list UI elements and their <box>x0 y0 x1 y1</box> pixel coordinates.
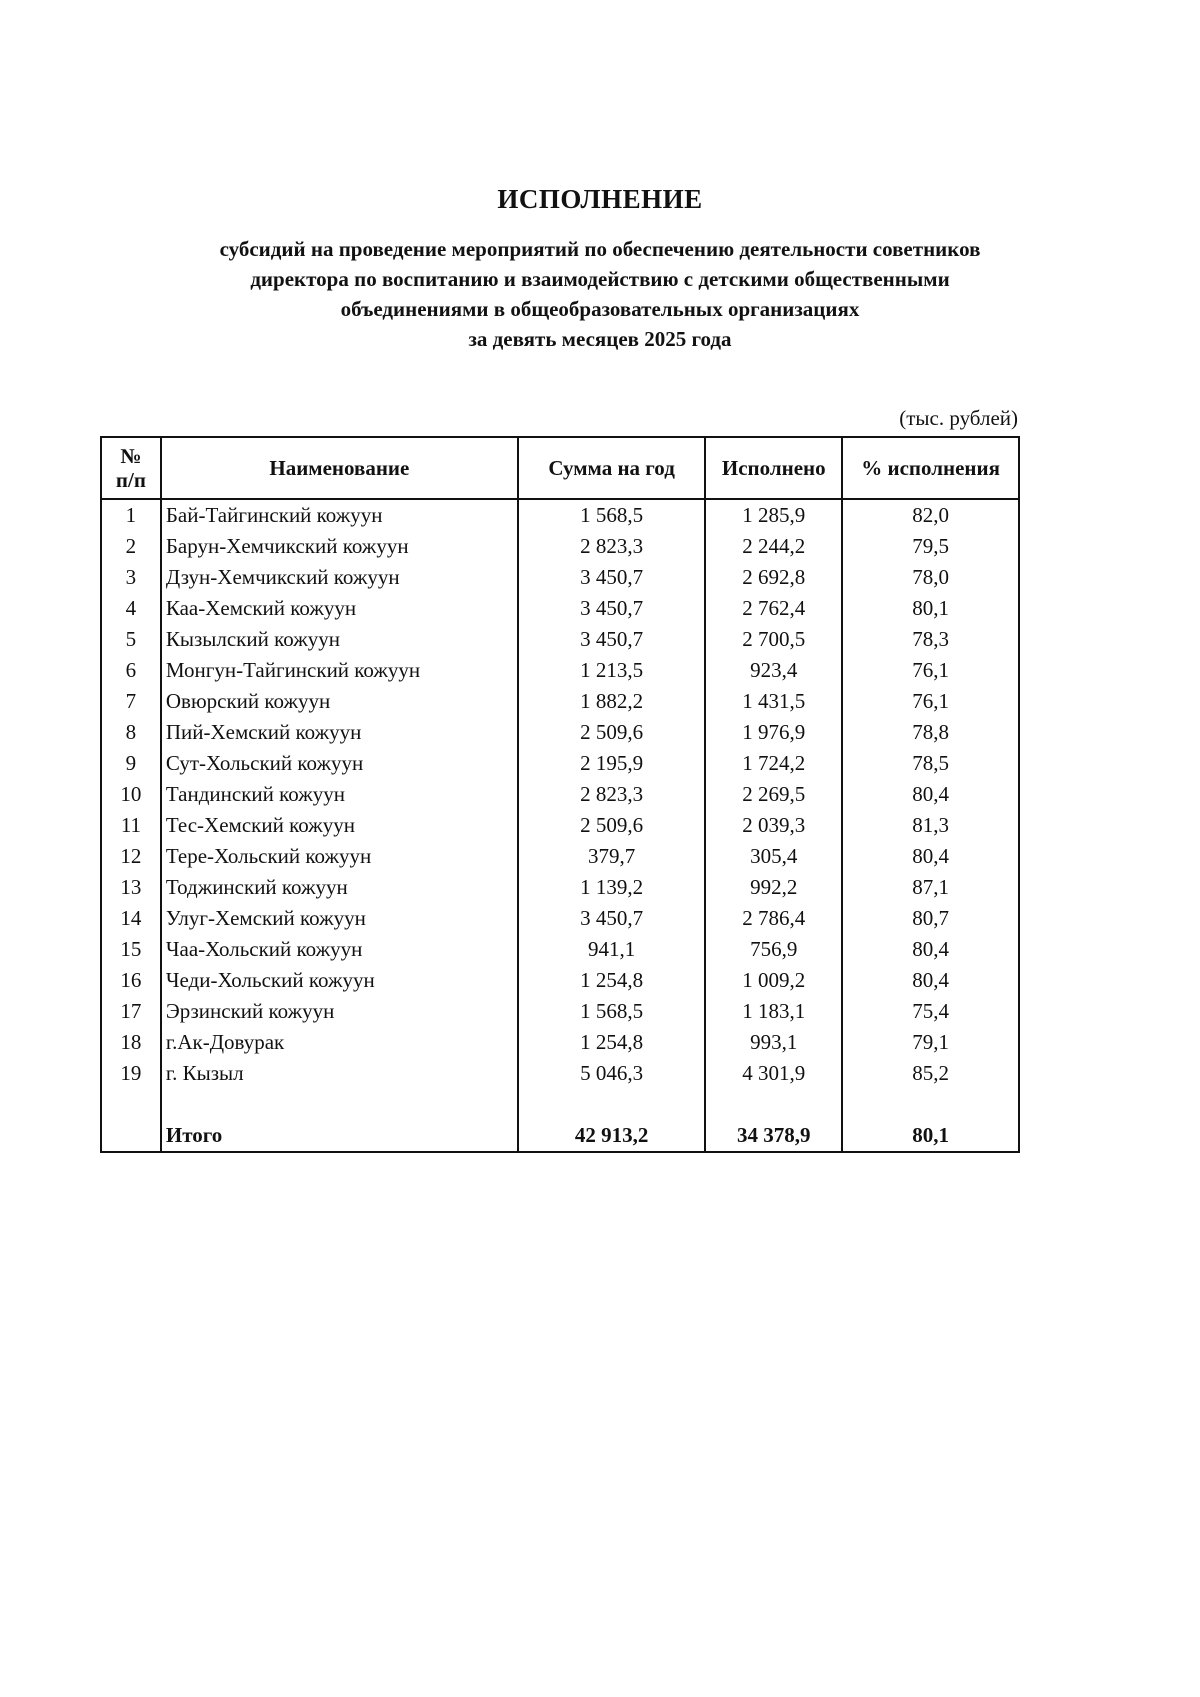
units-note: (тыс. рублей) <box>899 406 1018 430</box>
row-number: 4 <box>101 593 161 624</box>
row-number: 7 <box>101 686 161 717</box>
table-row <box>101 593 1019 624</box>
row-number: 6 <box>101 655 161 686</box>
header-number <box>101 437 161 499</box>
execution-table <box>100 436 1020 1153</box>
row-percent: 81,3 <box>842 810 1019 841</box>
row-percent: 80,4 <box>842 965 1019 996</box>
row-annual: 2 823,3 <box>518 531 705 562</box>
row-percent: 79,5 <box>842 531 1019 562</box>
table-row <box>101 810 1019 841</box>
header-number-line2: п/п <box>115 468 146 492</box>
table-row <box>101 1058 1019 1089</box>
row-annual: 1 254,8 <box>518 1027 705 1058</box>
row-executed: 1 431,5 <box>705 686 842 717</box>
row-name: Улуг-Хемский кожуун <box>161 903 518 934</box>
subtitle-line: директора по воспитанию и взаимодействию с детскими общественными <box>250 267 950 291</box>
row-executed: 1 724,2 <box>705 748 842 779</box>
row-executed: 305,4 <box>705 841 842 872</box>
row-annual: 3 450,7 <box>518 903 705 934</box>
row-executed: 2 269,5 <box>705 779 842 810</box>
row-name: Чеди-Хольский кожуун <box>161 965 518 996</box>
row-percent: 87,1 <box>842 872 1019 903</box>
row-number: 11 <box>101 810 161 841</box>
row-percent: 80,4 <box>842 934 1019 965</box>
row-annual: 1 568,5 <box>518 996 705 1027</box>
row-annual: 2 195,9 <box>518 748 705 779</box>
row-name: г. Кызыл <box>161 1058 518 1089</box>
row-percent: 78,5 <box>842 748 1019 779</box>
row-executed: 923,4 <box>705 655 842 686</box>
row-executed: 2 762,4 <box>705 593 842 624</box>
row-annual: 1 254,8 <box>518 965 705 996</box>
row-number: 17 <box>101 996 161 1027</box>
row-percent: 82,0 <box>842 499 1019 531</box>
row-executed: 2 244,2 <box>705 531 842 562</box>
row-name: Кызылский кожуун <box>161 624 518 655</box>
row-executed: 1 009,2 <box>705 965 842 996</box>
row-name: Эрзинский кожуун <box>161 996 518 1027</box>
table-row <box>101 996 1019 1027</box>
row-percent: 78,3 <box>842 624 1019 655</box>
row-annual: 2 509,6 <box>518 810 705 841</box>
row-number: 13 <box>101 872 161 903</box>
row-number: 8 <box>101 717 161 748</box>
row-executed: 1 183,1 <box>705 996 842 1027</box>
row-percent: 80,7 <box>842 903 1019 934</box>
row-name: Каа-Хемский кожуун <box>161 593 518 624</box>
total-annual: 42 913,2 <box>518 1120 705 1152</box>
table-row <box>101 624 1019 655</box>
row-percent: 76,1 <box>842 655 1019 686</box>
row-executed: 756,9 <box>705 934 842 965</box>
row-percent: 78,0 <box>842 562 1019 593</box>
table-row <box>101 872 1019 903</box>
row-name: Монгун-Тайгинский кожуун <box>161 655 518 686</box>
document-subtitle <box>90 234 1110 354</box>
row-number: 9 <box>101 748 161 779</box>
table-row <box>101 499 1019 531</box>
header-name: Наименование <box>161 437 518 499</box>
row-name: Чаа-Хольский кожуун <box>161 934 518 965</box>
row-percent: 78,8 <box>842 717 1019 748</box>
row-executed: 2 039,3 <box>705 810 842 841</box>
table-row <box>101 1027 1019 1058</box>
row-number: 12 <box>101 841 161 872</box>
row-number: 14 <box>101 903 161 934</box>
table-row <box>101 779 1019 810</box>
row-name: Сут-Хольский кожуун <box>161 748 518 779</box>
table-row <box>101 655 1019 686</box>
row-annual: 1 139,2 <box>518 872 705 903</box>
row-number: 1 <box>101 499 161 531</box>
row-name: Тере-Хольский кожуун <box>161 841 518 872</box>
row-number: 15 <box>101 934 161 965</box>
row-percent: 80,4 <box>842 841 1019 872</box>
row-number: 16 <box>101 965 161 996</box>
table-body <box>101 499 1019 1089</box>
row-name: Пий-Хемский кожуун <box>161 717 518 748</box>
table-row <box>101 531 1019 562</box>
total-number <box>101 1120 161 1152</box>
row-executed: 992,2 <box>705 872 842 903</box>
table-row <box>101 686 1019 717</box>
row-number: 3 <box>101 562 161 593</box>
subtitle-line: за девять месяцев 2025 года <box>468 327 732 351</box>
header-annual: Сумма на год <box>518 437 705 499</box>
total-row <box>101 1120 1019 1152</box>
row-annual: 1 882,2 <box>518 686 705 717</box>
row-executed: 2 700,5 <box>705 624 842 655</box>
document-title: ИСПОЛНЕНИЕ <box>497 184 703 214</box>
total-executed: 34 378,9 <box>705 1120 842 1152</box>
total-label: Итого <box>161 1120 518 1152</box>
row-number: 19 <box>101 1058 161 1089</box>
row-name: Тес-Хемский кожуун <box>161 810 518 841</box>
row-percent: 75,4 <box>842 996 1019 1027</box>
row-name: Тандинский кожуун <box>161 779 518 810</box>
row-percent: 79,1 <box>842 1027 1019 1058</box>
row-executed: 1 285,9 <box>705 499 842 531</box>
row-annual: 379,7 <box>518 841 705 872</box>
row-name: Бай-Тайгинский кожуун <box>161 499 518 531</box>
row-name: Дзун-Хемчикский кожуун <box>161 562 518 593</box>
row-executed: 2 692,8 <box>705 562 842 593</box>
subtitle-line: субсидий на проведение мероприятий по обеспечению деятельности советников <box>219 237 981 261</box>
total-percent: 80,1 <box>842 1120 1019 1152</box>
table-row <box>101 934 1019 965</box>
row-percent: 76,1 <box>842 686 1019 717</box>
row-annual: 2 823,3 <box>518 779 705 810</box>
subtitle-line: объединениями в общеобразовательных организациях <box>340 297 860 321</box>
table-row <box>101 562 1019 593</box>
row-executed: 2 786,4 <box>705 903 842 934</box>
table-row <box>101 717 1019 748</box>
row-executed: 4 301,9 <box>705 1058 842 1089</box>
row-annual: 5 046,3 <box>518 1058 705 1089</box>
row-annual: 1 213,5 <box>518 655 705 686</box>
table-row <box>101 903 1019 934</box>
row-number: 18 <box>101 1027 161 1058</box>
table-row <box>101 748 1019 779</box>
row-annual: 1 568,5 <box>518 499 705 531</box>
header-number-line1: № <box>120 444 142 468</box>
row-number: 2 <box>101 531 161 562</box>
row-number: 10 <box>101 779 161 810</box>
header-executed: Исполнено <box>705 437 842 499</box>
row-executed: 993,1 <box>705 1027 842 1058</box>
row-percent: 80,1 <box>842 593 1019 624</box>
row-executed: 1 976,9 <box>705 717 842 748</box>
table-row <box>101 841 1019 872</box>
row-number: 5 <box>101 624 161 655</box>
header-percent: % исполнения <box>842 437 1019 499</box>
row-percent: 85,2 <box>842 1058 1019 1089</box>
row-annual: 3 450,7 <box>518 593 705 624</box>
row-annual: 941,1 <box>518 934 705 965</box>
row-name: Барун-Хемчикский кожуун <box>161 531 518 562</box>
row-name: г.Ак-Довурак <box>161 1027 518 1058</box>
row-annual: 3 450,7 <box>518 624 705 655</box>
spacer-row <box>101 1089 1019 1120</box>
row-percent: 80,4 <box>842 779 1019 810</box>
table-row <box>101 965 1019 996</box>
row-name: Овюрский кожуун <box>161 686 518 717</box>
row-name: Тоджинский кожуун <box>161 872 518 903</box>
row-annual: 2 509,6 <box>518 717 705 748</box>
table-header-row <box>101 437 1019 499</box>
row-annual: 3 450,7 <box>518 562 705 593</box>
